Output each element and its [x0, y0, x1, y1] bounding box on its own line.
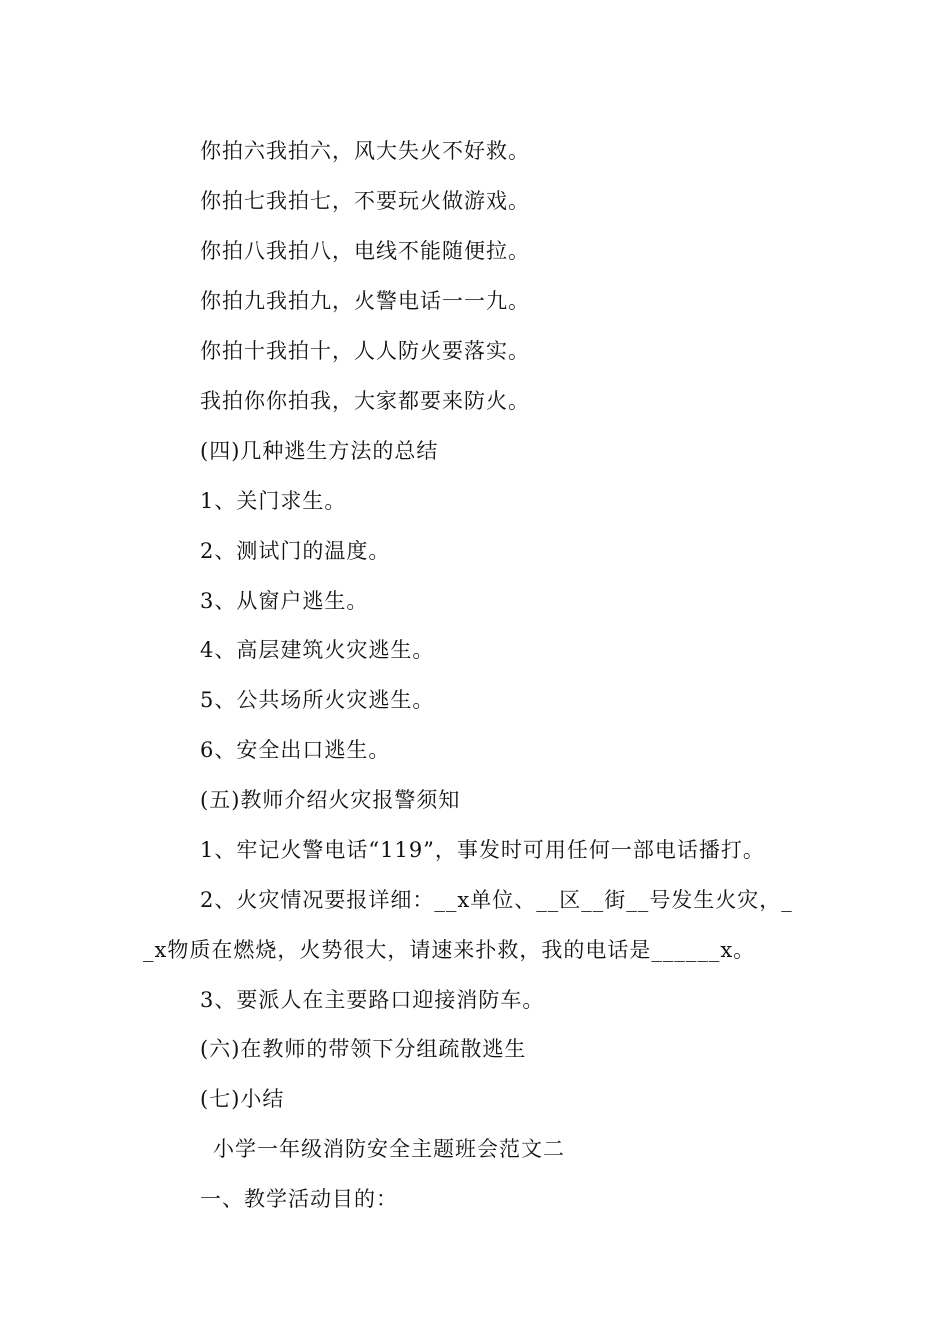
- text-line-3: 你拍八我拍八，电线不能随便拉。: [200, 239, 530, 263]
- text-line-4: 你拍九我拍九，火警电话一一九。: [200, 289, 530, 313]
- list-item-1: 1、关门求生。: [200, 489, 347, 513]
- list-item-9: 3、要派人在主要路口迎接消防车。: [200, 988, 545, 1012]
- list-item-3: 3、从窗户逃生。: [200, 589, 369, 613]
- text-line-2: 你拍七我拍七，不要玩火做游戏。: [200, 189, 530, 213]
- text-line-5: 你拍十我拍十，人人防火要落实。: [200, 339, 530, 363]
- section-heading-5: (五)教师介绍火灾报警须知: [200, 788, 461, 812]
- section-heading-4: (四)几种逃生方法的总结: [200, 439, 439, 463]
- section-heading-objectives: 一、教学活动目的：: [200, 1187, 398, 1211]
- section-heading-6: (六)在教师的带领下分组疏散逃生: [200, 1037, 527, 1061]
- document-subtitle: 小学一年级消防安全主题班会范文二: [213, 1137, 565, 1161]
- list-item-6: 6、安全出口逃生。: [200, 738, 391, 762]
- list-item-7: 1、牢记火警电话“119”，事发时可用任何一部电话播打。: [200, 838, 765, 862]
- text-line-6: 我拍你你拍我，大家都要来防火。: [200, 389, 530, 413]
- list-item-5: 5、公共场所火灾逃生。: [200, 688, 435, 712]
- text-line-1: 你拍六我拍六，风大失火不好救。: [200, 139, 530, 163]
- list-item-8-continued: _x物质在燃烧，火势很大，请速来扑救，我的电话是______x。: [143, 938, 756, 962]
- list-item-8: 2、火灾情况要报详细：__x单位、__区__街__号发生火灾，_: [200, 888, 793, 912]
- list-item-2: 2、测试门的温度。: [200, 539, 391, 563]
- section-heading-7: (七)小结: [200, 1087, 285, 1111]
- list-item-4: 4、高层建筑火灾逃生。: [200, 638, 435, 662]
